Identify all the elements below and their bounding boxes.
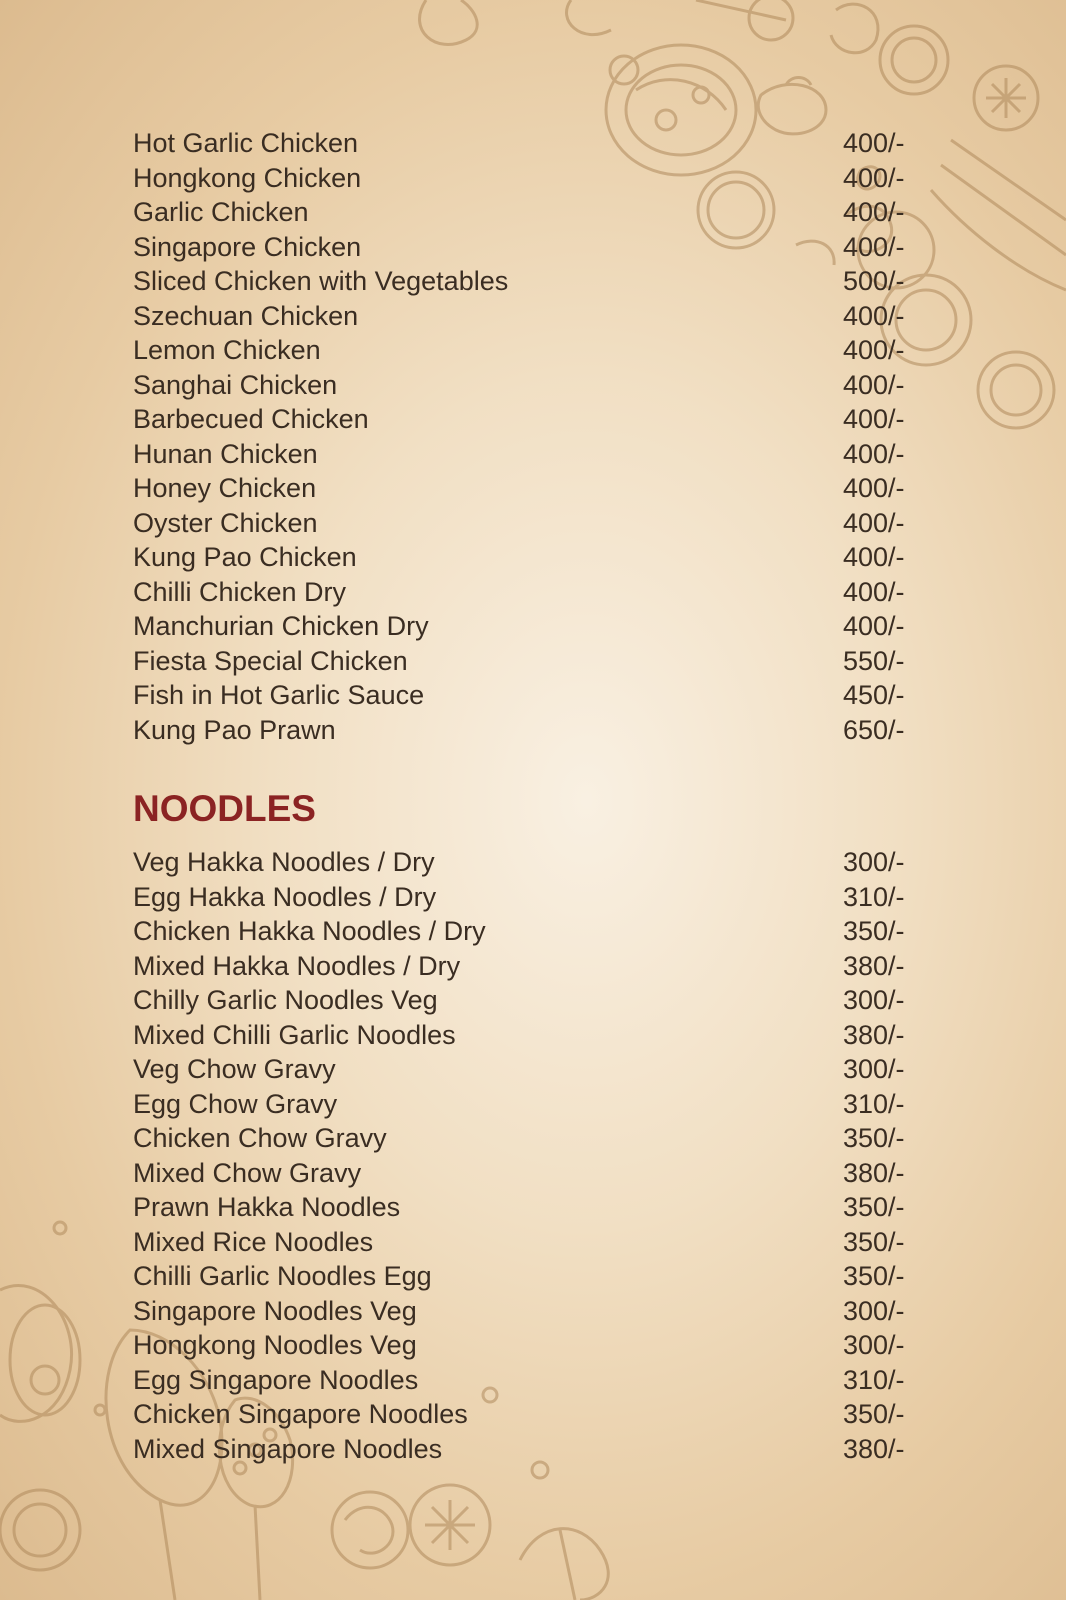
menu-item xyxy=(133,1397,933,1432)
menu-item xyxy=(133,402,933,437)
item-name: Hot Garlic Chicken xyxy=(133,128,359,158)
menu-item xyxy=(133,1259,933,1294)
item-price: 400/- xyxy=(843,335,905,365)
item-name: Kung Pao Prawn xyxy=(133,714,336,745)
menu-item xyxy=(133,1156,933,1191)
item-price: 310/- xyxy=(843,1088,905,1119)
item-price: 300/- xyxy=(843,847,905,877)
item-name: Chilli Chicken Dry xyxy=(133,576,347,607)
item-name: Mixed Rice Noodles xyxy=(133,1226,374,1257)
item-price: 350/- xyxy=(843,916,905,946)
item-price: 300/- xyxy=(843,1330,905,1360)
item-price: 350/- xyxy=(843,1261,905,1291)
menu-item xyxy=(133,1363,933,1398)
menu-item xyxy=(133,368,933,403)
menu-item xyxy=(133,264,933,299)
menu-item xyxy=(133,713,933,748)
menu-item xyxy=(133,1190,933,1225)
menu-item xyxy=(133,1225,933,1260)
item-name: Chilly Garlic Noodles Veg xyxy=(133,985,438,1015)
item-price: 350/- xyxy=(843,1399,905,1429)
menu-item xyxy=(133,609,933,644)
item-name: Kung Pao Chicken xyxy=(133,542,357,572)
menu-item xyxy=(133,678,933,713)
item-name: Barbecued Chicken xyxy=(133,404,369,434)
item-name: Fiesta Special Chicken xyxy=(133,645,408,676)
item-price: 380/- xyxy=(843,1019,905,1050)
item-price: 400/- xyxy=(843,231,905,262)
item-price: 550/- xyxy=(843,645,905,676)
item-name: Mixed Chow Gravy xyxy=(133,1157,362,1188)
item-name: Hongkong Noodles Veg xyxy=(133,1330,417,1360)
menu-section-chicken xyxy=(133,126,933,747)
menu-item xyxy=(133,1052,933,1087)
menu-item xyxy=(133,1328,933,1363)
item-name: Chicken Singapore Noodles xyxy=(133,1399,468,1429)
item-price: 400/- xyxy=(843,438,905,469)
item-price: 400/- xyxy=(843,576,905,607)
item-name: Chilli Garlic Noodles Egg xyxy=(133,1261,432,1291)
menu-item xyxy=(133,126,933,161)
item-name: Mixed Hakka Noodles / Dry xyxy=(133,950,461,981)
item-name: Mixed Singapore Noodles xyxy=(133,1433,443,1464)
item-name: Hongkong Chicken xyxy=(133,162,362,193)
item-name: Sanghai Chicken xyxy=(133,369,338,400)
item-name: Singapore Chicken xyxy=(133,231,362,262)
item-price: 400/- xyxy=(843,300,905,331)
item-name: Egg Singapore Noodles xyxy=(133,1364,419,1395)
menu-item xyxy=(133,1087,933,1122)
menu-item xyxy=(133,845,933,880)
item-price: 400/- xyxy=(843,507,905,538)
item-name: Garlic Chicken xyxy=(133,197,309,227)
item-price: 300/- xyxy=(843,985,905,1015)
item-price: 300/- xyxy=(843,1295,905,1326)
menu-item xyxy=(133,914,933,949)
menu-item xyxy=(133,161,933,196)
item-name: Chicken Chow Gravy xyxy=(133,1123,387,1153)
menu-item xyxy=(133,1018,933,1053)
item-name: Lemon Chicken xyxy=(133,335,321,365)
menu-item xyxy=(133,1121,933,1156)
item-name: Prawn Hakka Noodles xyxy=(133,1192,401,1222)
item-price: 300/- xyxy=(843,1054,905,1084)
item-price: 310/- xyxy=(843,1364,905,1395)
item-price: 500/- xyxy=(843,266,905,296)
menu-item xyxy=(133,195,933,230)
menu-item xyxy=(133,230,933,265)
item-name: Chicken Hakka Noodles / Dry xyxy=(133,916,486,946)
menu-item xyxy=(133,333,933,368)
item-price: 650/- xyxy=(843,714,905,745)
item-price: 400/- xyxy=(843,162,905,193)
menu xyxy=(133,126,933,1466)
item-name: Hunan Chicken xyxy=(133,438,318,469)
item-name: Manchurian Chicken Dry xyxy=(133,611,429,641)
item-price: 400/- xyxy=(843,197,905,227)
menu-item xyxy=(133,299,933,334)
item-price: 380/- xyxy=(843,1433,905,1464)
item-name: Mixed Chilli Garlic Noodles xyxy=(133,1019,456,1050)
menu-section-noodles xyxy=(133,787,933,1466)
item-name: Szechuan Chicken xyxy=(133,300,359,331)
item-price: 310/- xyxy=(843,881,905,912)
item-name: Veg Hakka Noodles / Dry xyxy=(133,847,435,877)
menu-item xyxy=(133,644,933,679)
item-name: Egg Hakka Noodles / Dry xyxy=(133,881,437,912)
item-price: 400/- xyxy=(843,369,905,400)
menu-item xyxy=(133,880,933,915)
item-name: Singapore Noodles Veg xyxy=(133,1295,417,1326)
item-price: 400/- xyxy=(843,611,905,641)
item-price: 380/- xyxy=(843,950,905,981)
item-price: 350/- xyxy=(843,1192,905,1222)
item-name: Sliced Chicken with Vegetables xyxy=(133,266,509,296)
menu-item xyxy=(133,1294,933,1329)
menu-item xyxy=(133,1432,933,1467)
menu-item xyxy=(133,506,933,541)
item-price: 380/- xyxy=(843,1157,905,1188)
item-name: Veg Chow Gravy xyxy=(133,1054,336,1084)
menu-item xyxy=(133,949,933,984)
item-price: 350/- xyxy=(843,1226,905,1257)
item-price: 450/- xyxy=(843,680,905,710)
menu-item xyxy=(133,540,933,575)
item-price: 350/- xyxy=(843,1123,905,1153)
menu-item xyxy=(133,983,933,1018)
item-price: 400/- xyxy=(843,542,905,572)
item-name: Fish in Hot Garlic Sauce xyxy=(133,680,425,710)
section-heading: NOODLES xyxy=(133,788,316,829)
menu-item xyxy=(133,575,933,610)
menu-item xyxy=(133,471,933,506)
item-name: Oyster Chicken xyxy=(133,507,318,538)
item-name: Honey Chicken xyxy=(133,473,317,503)
item-name: Egg Chow Gravy xyxy=(133,1088,338,1119)
item-price: 400/- xyxy=(843,473,905,503)
menu-item xyxy=(133,437,933,472)
item-price: 400/- xyxy=(843,404,905,434)
item-price: 400/- xyxy=(843,128,905,158)
